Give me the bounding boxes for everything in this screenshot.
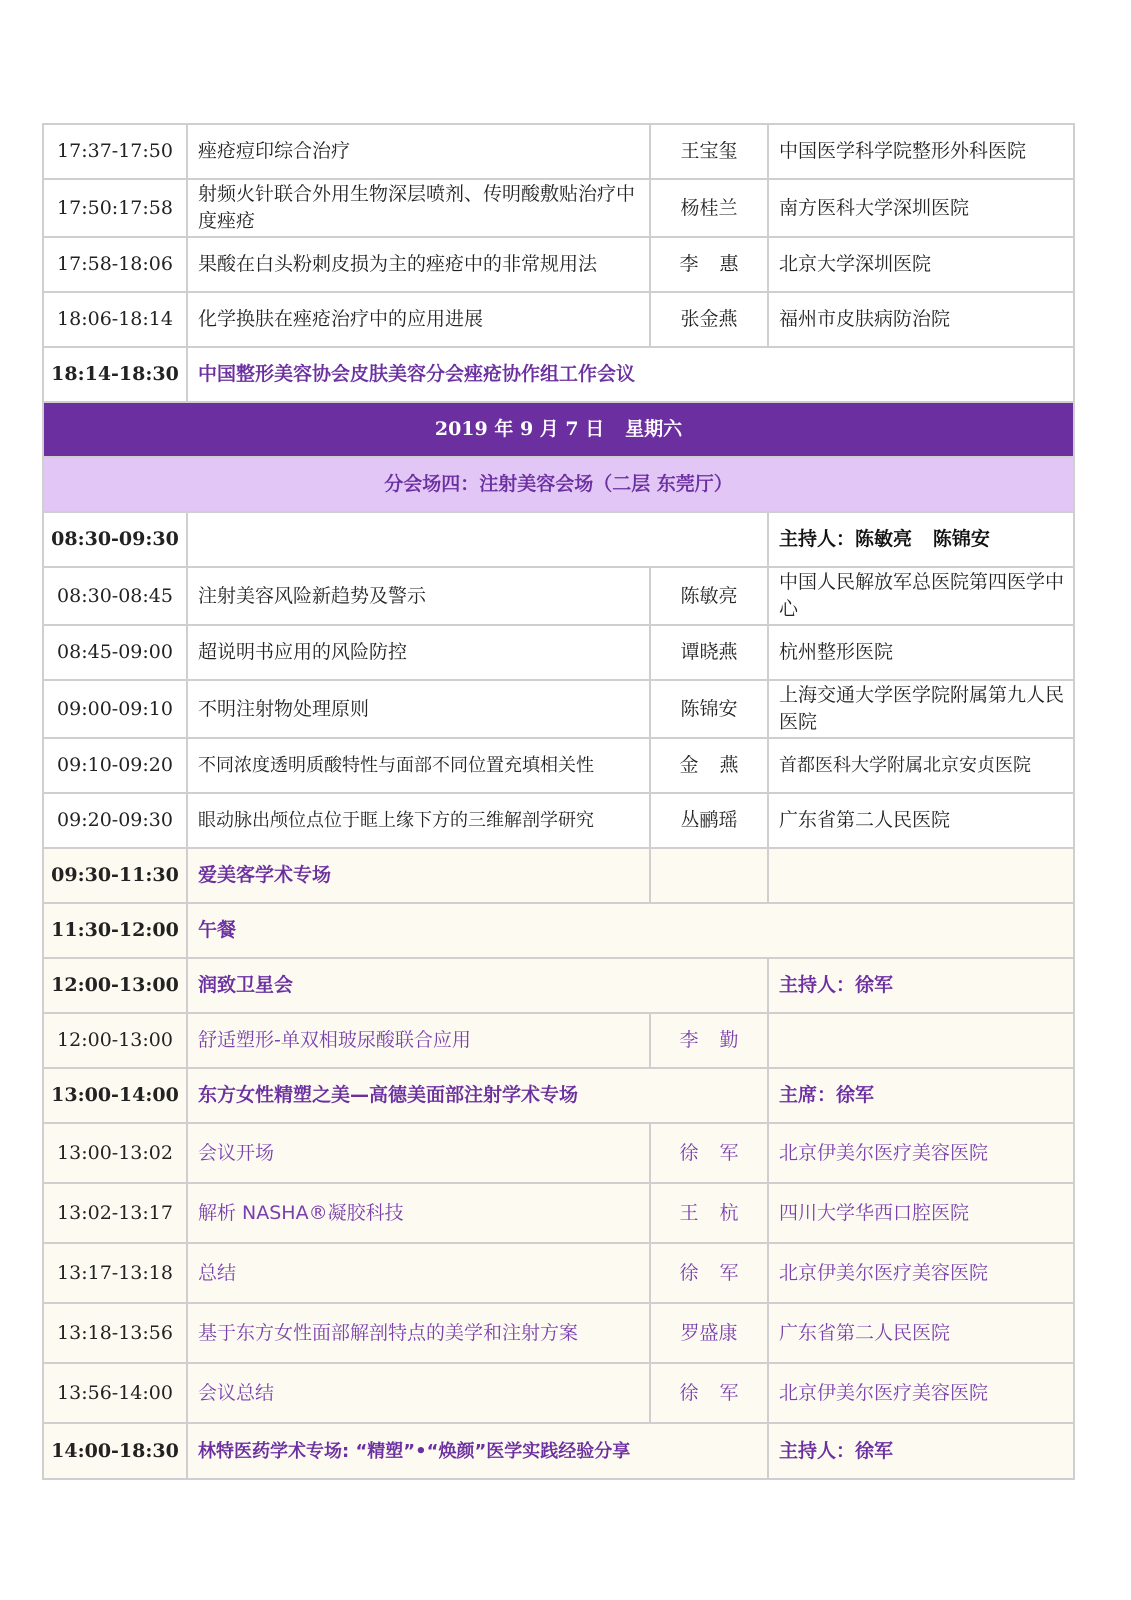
org-cell: 四川大学华西口腔医院 xyxy=(768,1183,1074,1243)
speaker-cell xyxy=(650,1013,768,1068)
topic-cell: 会议总结 xyxy=(187,1363,650,1423)
topic-cell: 果酸在白头粉刺皮损为主的痤疮中的非常规用法 xyxy=(187,237,650,292)
speaker-cell xyxy=(650,1243,768,1303)
schedule-table xyxy=(42,123,1075,1480)
session-row xyxy=(43,793,1074,848)
host-cell: 主席：徐军 xyxy=(768,1068,1074,1123)
time-cell: 13:00-13:02 xyxy=(43,1123,187,1183)
session-row xyxy=(43,292,1074,347)
org-cell: 杭州整形医院 xyxy=(768,625,1074,680)
time-cell: 17:37-17:50 xyxy=(43,124,187,179)
org-cell: 北京伊美尔医疗美容医院 xyxy=(768,1123,1074,1183)
section-title: 林特医药学术专场: “精塑”•“焕颜”医学实践经验分享 xyxy=(187,1423,768,1479)
org-cell: 中国人民解放军总医院第四医学中心 xyxy=(768,567,1074,625)
time-cell: 13:56-14:00 xyxy=(43,1363,187,1423)
speaker-char: 徐 xyxy=(679,1381,699,1404)
time-cell: 14:00-18:30 xyxy=(43,1423,187,1479)
time-cell: 18:06-18:14 xyxy=(43,292,187,347)
topic-cell: 不明注射物处理原则 xyxy=(187,680,650,738)
session-row xyxy=(43,625,1074,680)
speaker-cell xyxy=(650,1363,768,1423)
empty-cell xyxy=(187,512,768,567)
org-cell: 上海交通大学医学院附属第九人民医院 xyxy=(768,680,1074,738)
session-row xyxy=(43,179,1074,237)
speaker-cell: 陈敏亮 xyxy=(650,567,768,625)
time-cell: 11:30-12:00 xyxy=(43,903,187,958)
section-title: 东方女性精塑之美—高德美面部注射学术专场 xyxy=(187,1068,768,1123)
session-row xyxy=(43,1013,1074,1068)
venue-row xyxy=(43,457,1074,512)
speaker-char: 军 xyxy=(719,1141,739,1164)
host-name: 陈锦安 xyxy=(932,528,990,550)
speaker-char: 金 xyxy=(679,754,699,776)
section-title: 润致卫星会 xyxy=(187,958,768,1013)
topic-cell: 总结 xyxy=(187,1243,650,1303)
speaker-cell: 王宝玺 xyxy=(650,124,768,179)
time-cell: 09:10-09:20 xyxy=(43,738,187,793)
speaker-char: 勤 xyxy=(719,1029,739,1051)
section-row xyxy=(43,347,1074,402)
empty-cell xyxy=(768,1013,1074,1068)
org-cell: 北京伊美尔医疗美容医院 xyxy=(768,1243,1074,1303)
speaker-char: 徐 xyxy=(679,1261,699,1284)
time-cell: 12:00-13:00 xyxy=(43,958,187,1013)
empty-cell xyxy=(768,848,1074,903)
topic-cell: 痤疮痘印综合治疗 xyxy=(187,124,650,179)
date-text: 2019 年 9 月 7 日 xyxy=(434,418,605,440)
time-cell: 13:17-13:18 xyxy=(43,1243,187,1303)
section-row xyxy=(43,903,1074,958)
org-cell: 中国医学科学院整形外科医院 xyxy=(768,124,1074,179)
session-row xyxy=(43,1123,1074,1183)
time-cell: 17:50:17:58 xyxy=(43,179,187,237)
venue-header: 分会场四：注射美容会场（二层 东莞厅） xyxy=(43,457,1074,512)
org-cell: 北京伊美尔医疗美容医院 xyxy=(768,1363,1074,1423)
host-label: 主持人： xyxy=(779,528,856,550)
date-header xyxy=(43,402,1074,457)
speaker-cell xyxy=(650,738,768,793)
host-cell: 主持人：徐军 xyxy=(768,958,1074,1013)
speaker-char: 李 xyxy=(679,253,699,275)
topic-cell: 化学换肤在痤疮治疗中的应用进展 xyxy=(187,292,650,347)
speaker-char: 惠 xyxy=(719,253,739,275)
org-cell: 广东省第二人民医院 xyxy=(768,1303,1074,1363)
weekday-text: 星期六 xyxy=(625,418,683,440)
host-cell xyxy=(768,512,1074,567)
section-row xyxy=(43,958,1074,1013)
session-row xyxy=(43,1243,1074,1303)
speaker-char: 军 xyxy=(719,1261,739,1284)
speaker-cell: 罗盛康 xyxy=(650,1303,768,1363)
speaker-char: 燕 xyxy=(719,754,739,776)
section-title: 爱美客学术专场 xyxy=(187,848,650,903)
section-row xyxy=(43,512,1074,567)
org-cell: 南方医科大学深圳医院 xyxy=(768,179,1074,237)
speaker-cell: 谭晓燕 xyxy=(650,625,768,680)
time-cell: 13:18-13:56 xyxy=(43,1303,187,1363)
speaker-cell: 杨桂兰 xyxy=(650,179,768,237)
speaker-cell xyxy=(650,1183,768,1243)
topic-cell: 基于东方女性面部解剖特点的美学和注射方案 xyxy=(187,1303,650,1363)
speaker-cell xyxy=(650,237,768,292)
host-cell: 主持人：徐军 xyxy=(768,1423,1074,1479)
org-cell: 广东省第二人民医院 xyxy=(768,793,1074,848)
time-cell: 09:00-09:10 xyxy=(43,680,187,738)
section-title: 中国整形美容协会皮肤美容分会痤疮协作组工作会议 xyxy=(187,347,1074,402)
session-row xyxy=(43,237,1074,292)
topic-cell: 眼动脉出颅位点位于眶上缘下方的三维解剖学研究 xyxy=(187,793,650,848)
time-cell: 13:02-13:17 xyxy=(43,1183,187,1243)
speaker-char: 杭 xyxy=(719,1201,739,1224)
date-row xyxy=(43,402,1074,457)
session-row xyxy=(43,680,1074,738)
time-cell: 17:58-18:06 xyxy=(43,237,187,292)
empty-cell xyxy=(650,848,768,903)
topic-cell: 注射美容风险新趋势及警示 xyxy=(187,567,650,625)
session-row xyxy=(43,1363,1074,1423)
topic-cell: 射频火针联合外用生物深层喷剂、传明酸敷贴治疗中度痤疮 xyxy=(187,179,650,237)
session-row xyxy=(43,1303,1074,1363)
time-cell: 12:00-13:00 xyxy=(43,1013,187,1068)
org-cell: 福州市皮肤病防治院 xyxy=(768,292,1074,347)
speaker-char: 徐 xyxy=(679,1141,699,1164)
org-cell: 北京大学深圳医院 xyxy=(768,237,1074,292)
speaker-cell: 陈锦安 xyxy=(650,680,768,738)
time-cell: 18:14-18:30 xyxy=(43,347,187,402)
session-row xyxy=(43,738,1074,793)
time-cell: 08:30-08:45 xyxy=(43,567,187,625)
session-row xyxy=(43,124,1074,179)
topic-cell: 不同浓度透明质酸特性与面部不同位置充填相关性 xyxy=(187,738,650,793)
section-row xyxy=(43,848,1074,903)
org-cell: 首都医科大学附属北京安贞医院 xyxy=(768,738,1074,793)
section-title: 午餐 xyxy=(187,903,1074,958)
section-row xyxy=(43,1423,1074,1479)
topic-cell: 解析 NASHA®凝胶科技 xyxy=(187,1183,650,1243)
speaker-char: 王 xyxy=(679,1201,699,1224)
time-cell: 08:30-09:30 xyxy=(43,512,187,567)
speaker-cell: 丛鹂瑶 xyxy=(650,793,768,848)
speaker-char: 李 xyxy=(679,1029,699,1051)
topic-cell: 会议开场 xyxy=(187,1123,650,1183)
speaker-cell xyxy=(650,1123,768,1183)
time-cell: 09:20-09:30 xyxy=(43,793,187,848)
session-row xyxy=(43,1183,1074,1243)
section-row xyxy=(43,1068,1074,1123)
host-name: 陈敏亮 xyxy=(855,528,913,550)
time-cell: 13:00-14:00 xyxy=(43,1068,187,1123)
topic-cell: 舒适塑形-单双相玻尿酸联合应用 xyxy=(187,1013,650,1068)
speaker-cell: 张金燕 xyxy=(650,292,768,347)
time-cell: 08:45-09:00 xyxy=(43,625,187,680)
session-row xyxy=(43,567,1074,625)
speaker-char: 军 xyxy=(719,1381,739,1404)
time-cell: 09:30-11:30 xyxy=(43,848,187,903)
topic-cell: 超说明书应用的风险防控 xyxy=(187,625,650,680)
